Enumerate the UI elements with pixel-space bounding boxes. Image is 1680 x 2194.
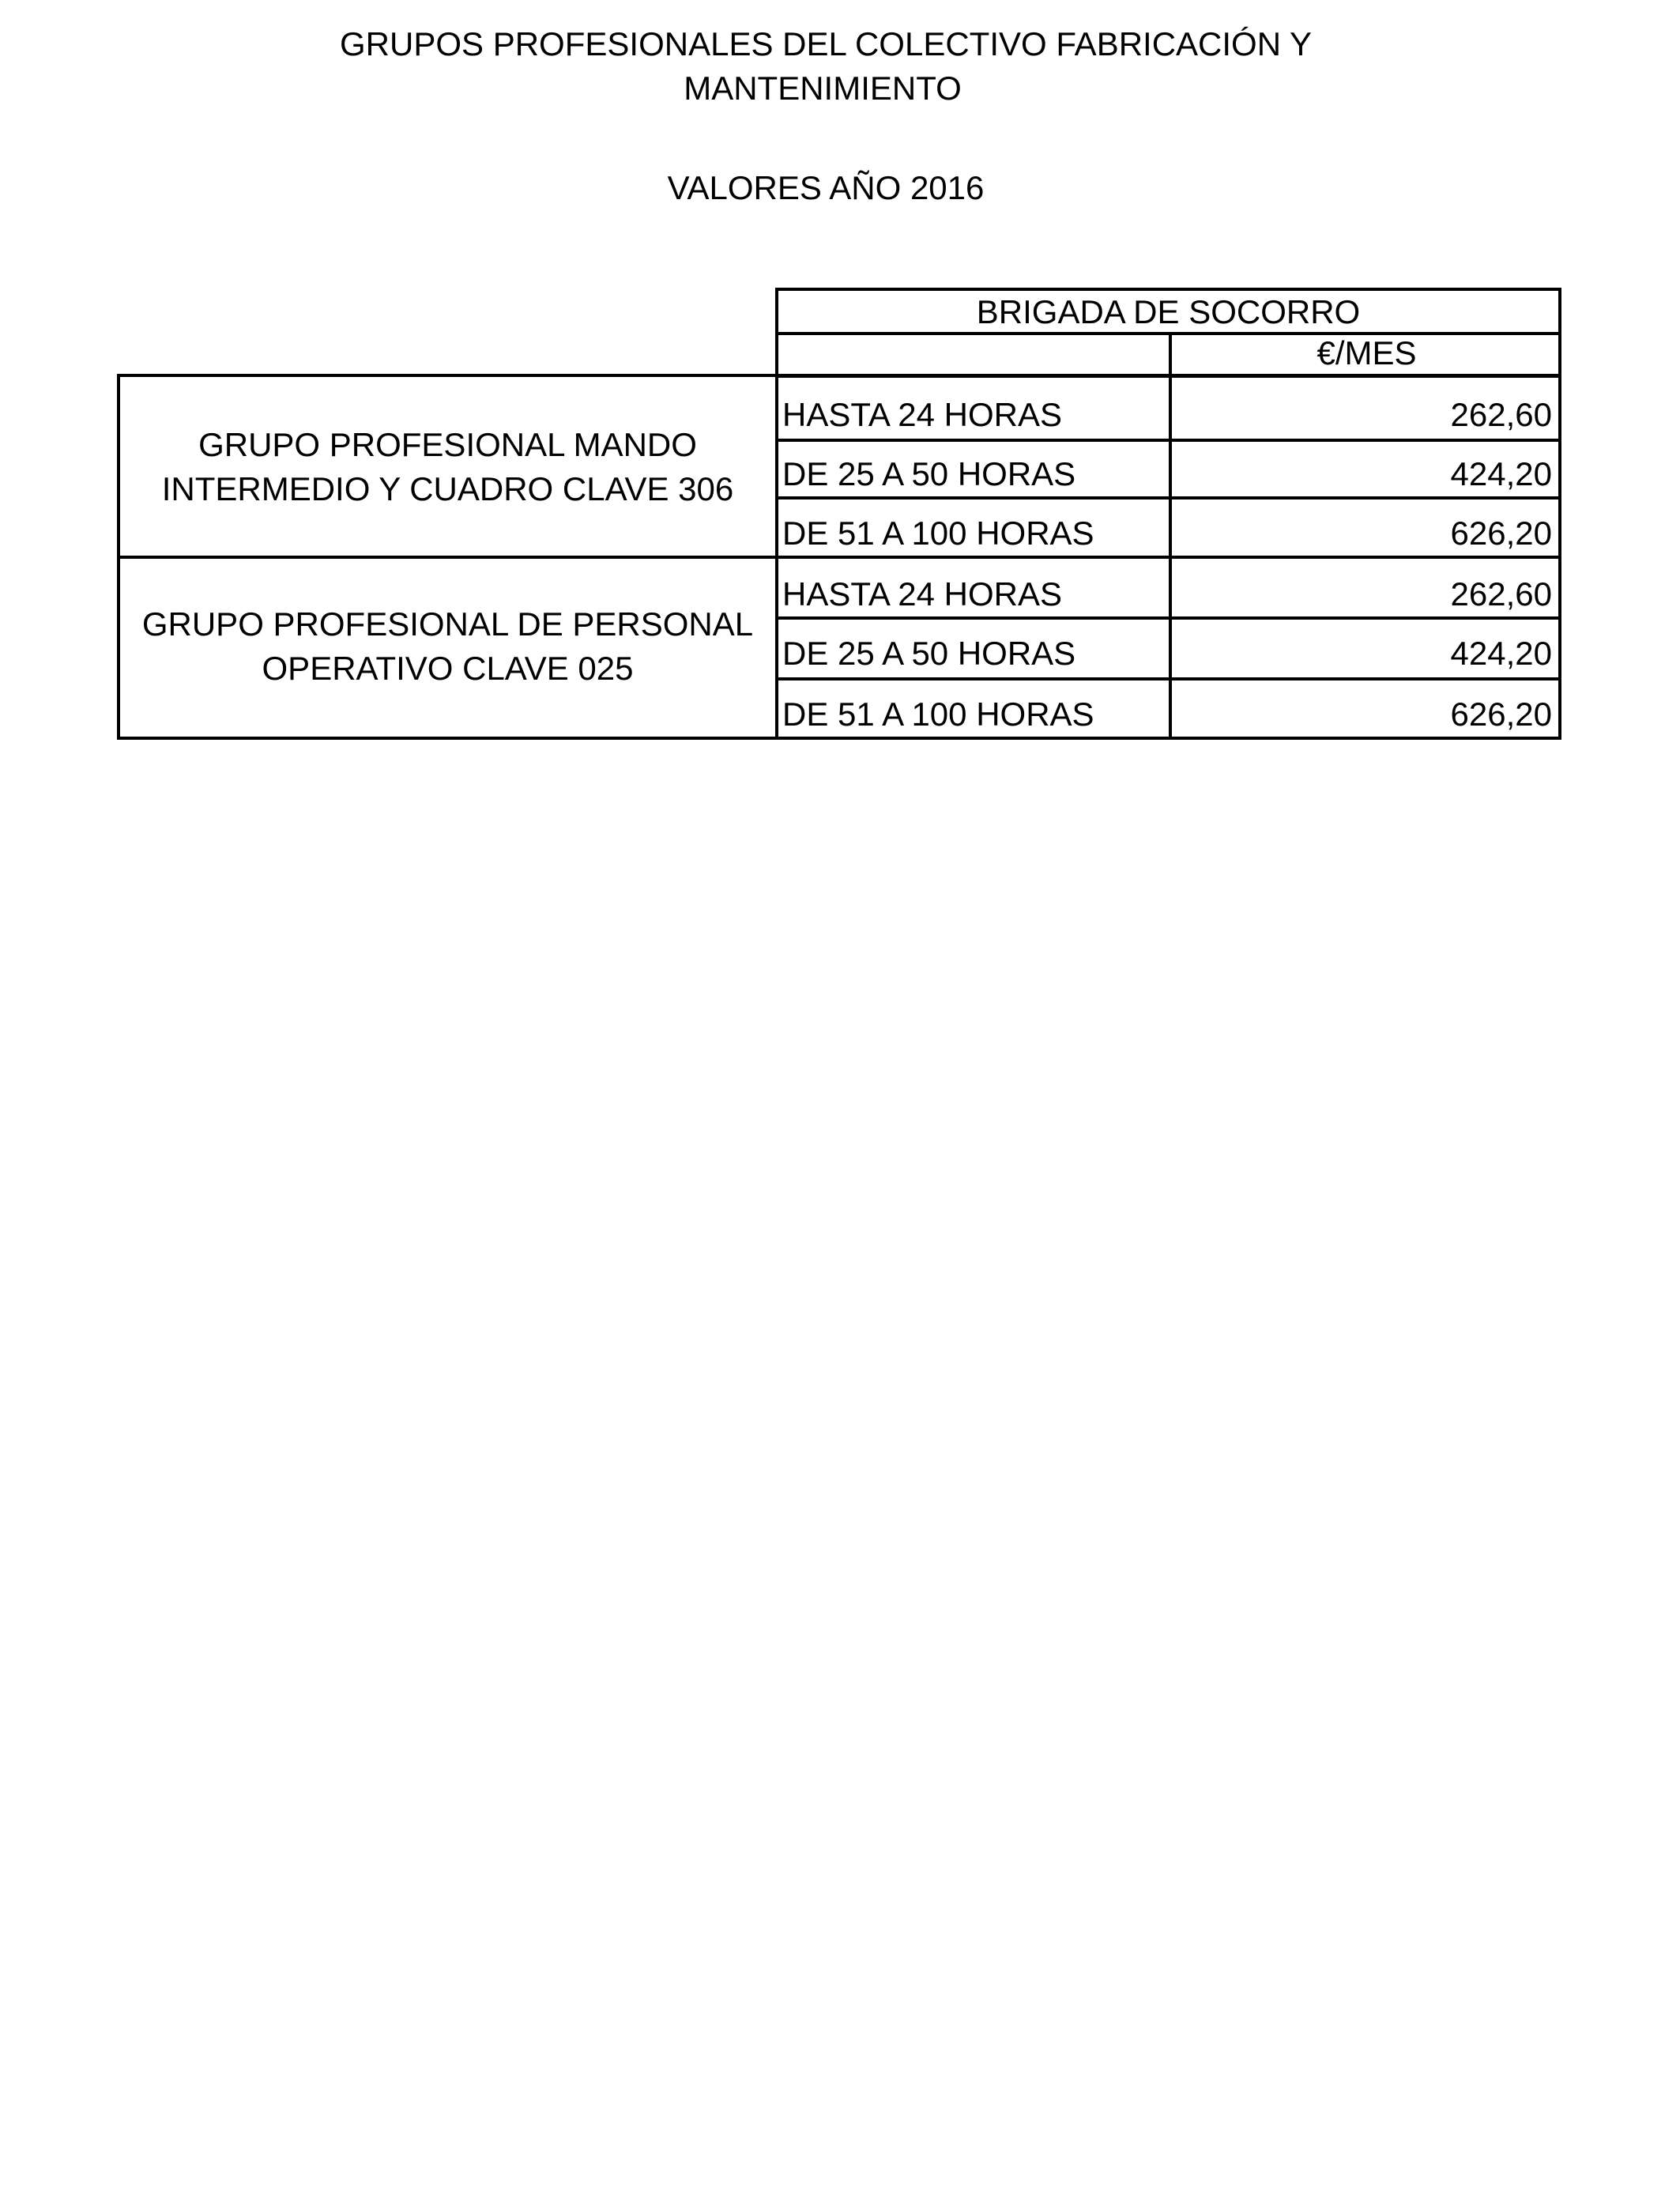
group-label-line: GRUPO PROFESIONAL MANDO [198, 426, 697, 463]
table-row-range: DE 51 A 100 HORAS [782, 696, 1094, 733]
table-row-value: 626,20 [1450, 696, 1552, 733]
group-divider [120, 556, 1558, 559]
table-row-value: 262,60 [1450, 396, 1552, 433]
table-row-value: 626,20 [1450, 515, 1552, 552]
document-title-line-2: MANTENIMIENTO [684, 70, 962, 107]
table-row-value: 262,60 [1450, 575, 1552, 613]
unit-header-box [775, 332, 1561, 378]
group-label-line: OPERATIVO CLAVE 025 [262, 650, 634, 687]
table-row-range: DE 51 A 100 HORAS [782, 515, 1094, 552]
table-row-range: DE 25 A 50 HORAS [782, 635, 1076, 672]
document-subtitle: VALORES AÑO 2016 [667, 169, 985, 206]
table-row-range: DE 25 A 50 HORAS [782, 455, 1076, 492]
group-label-personal-operativo [120, 602, 775, 691]
table-row-value: 424,20 [1450, 455, 1552, 492]
group-label-line: GRUPO PROFESIONAL DE PERSONAL [141, 605, 754, 643]
table-row-range: HASTA 24 HORAS [782, 575, 1063, 613]
document-title-line-1: GRUPOS PROFESIONALES DEL COLECTIVO FABRICACIÓN Y [340, 25, 1312, 62]
table-header-label: BRIGADA DE SOCORRO [976, 293, 1361, 330]
unit-header-label: €/MES [1317, 334, 1417, 371]
table-row-value: 424,20 [1450, 635, 1552, 672]
table-row-range: HASTA 24 HORAS [782, 396, 1063, 433]
main-table [117, 374, 1561, 740]
table-header-box [775, 288, 1561, 335]
group-label-mando-intermedio [120, 423, 775, 511]
group-label-line: INTERMEDIO Y CUADRO CLAVE 306 [161, 470, 734, 507]
